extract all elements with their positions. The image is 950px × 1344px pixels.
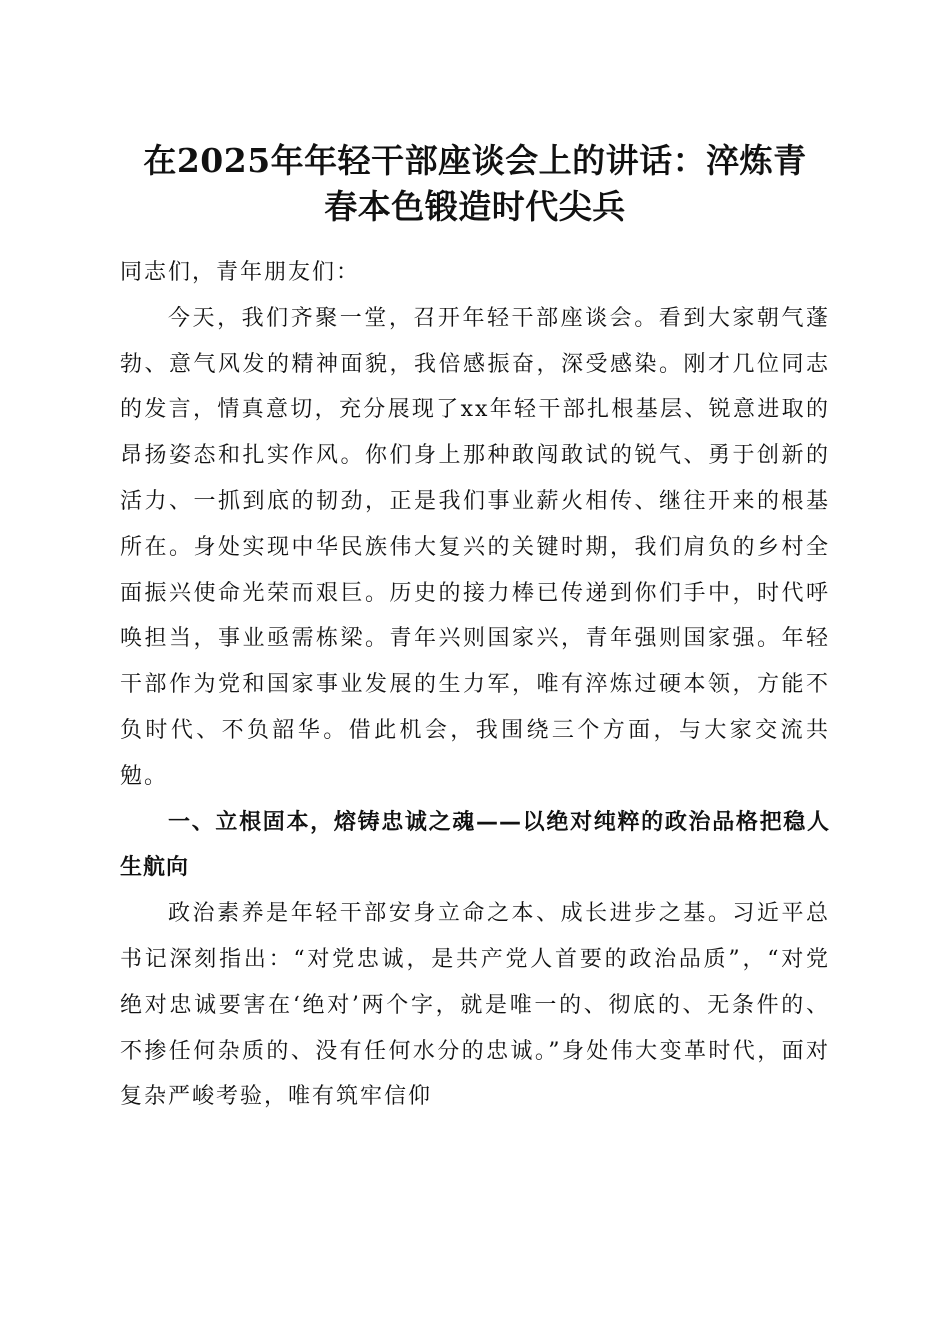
section-heading-1: 一、立根固本，熔铸忠诚之魂——以绝对纯粹的政治品格把稳人生航向 (120, 809, 830, 881)
paragraph-intro: 今天，我们齐聚一堂，召开年轻干部座谈会。看到大家朝气蓬勃、意气风发的精神面貌，我倍感振奋，深受感染。刚才几位同志的发言，情真意切，充分展现了xx年轻干部扎根基层、锐意进取的昂扬姿态和扎实作风。你们身上那种敢闯敢试的锐气、勇于创新的活力、一抓到底的韧劲，正是我们事业薪火相传、继往开来的根基所在。身处实现中华民族伟大复兴的关键时期，我们肩负的乡村全面振兴使命光荣而艰巨。历史的接力棒已传递到你们手中，时代呼唤担当，事业亟需栋梁。青年兴则国家兴，青年强则国家强。年轻干部作为党和国家事业发展的生力军，唯有淬炼过硬本领，方能不负时代、不负韶华。借此机会，我围绕三个方面，与大家交流共勉。 (120, 305, 830, 789)
title-line-2: 春本色锻造时代尖兵 (324, 187, 626, 226)
title-line-1: 在2025年年轻干部座谈会上的讲话：淬炼青 (143, 141, 807, 180)
paragraph-section-1: 政治素养是年轻干部安身立命之本、成长进步之基。习近平总书记深刻指出：“对党忠诚，是共产党人首要的政治品质”，“对党绝对忠诚要害在‘绝对’两个字，就是唯一的、彻底的、无条件的、不掺任何杂质的、没有任何水分的忠诚。”身处伟大变革时代，面对复杂严峻考验，唯有筑牢信仰 (120, 901, 830, 1110)
document-title (118, 138, 832, 230)
document-body (120, 250, 830, 1120)
salutation: 同志们，青年朋友们： (120, 260, 361, 285)
